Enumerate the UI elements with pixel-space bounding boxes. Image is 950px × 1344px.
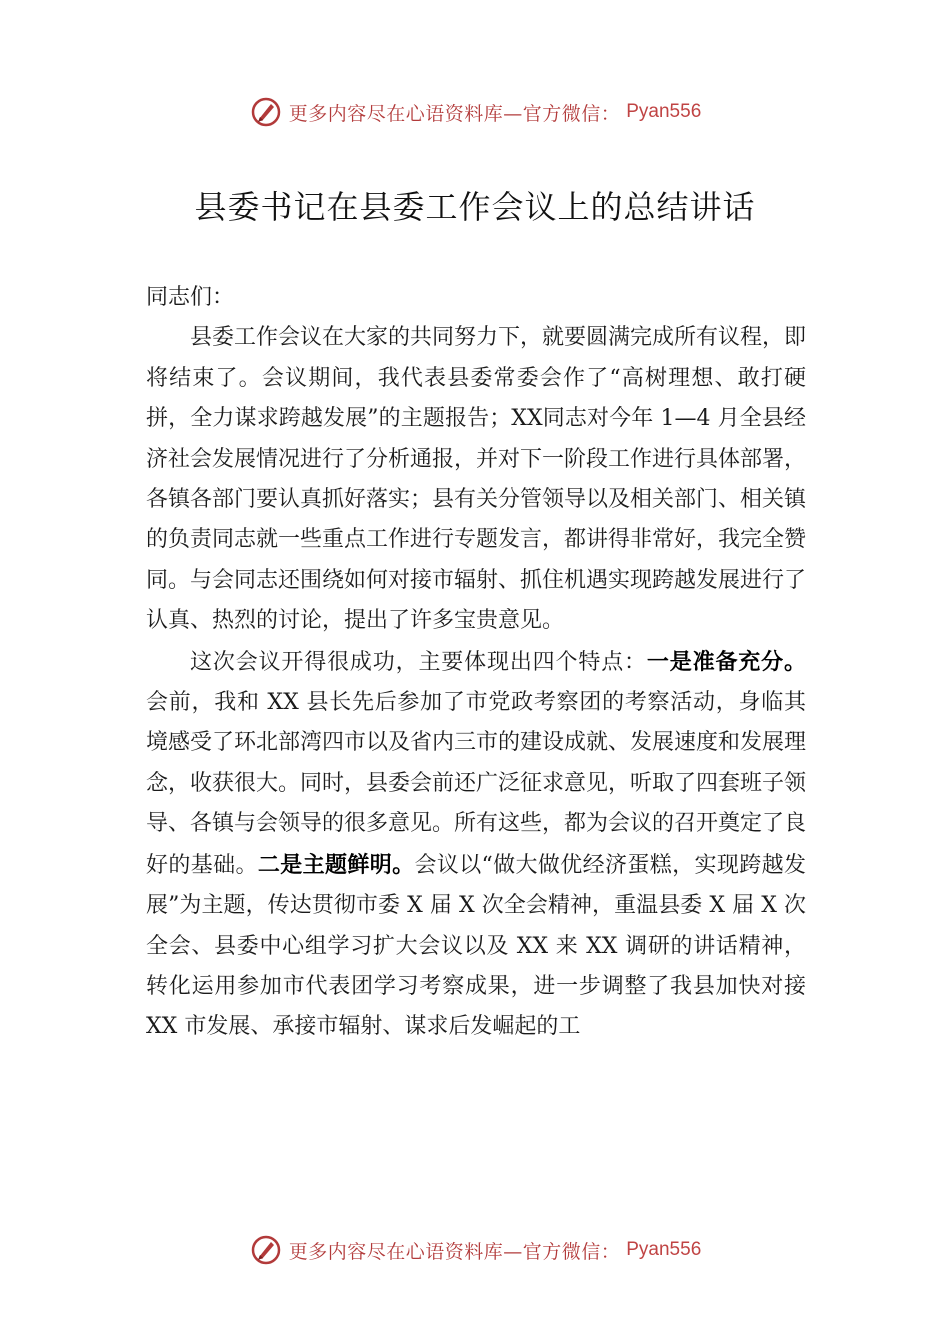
document-title: 县委书记在县委工作会议上的总结讲话 [194,188,756,226]
document-body [146,278,806,1048]
watermark-wechat-id-footer: Pyan556 [626,1239,702,1260]
watermark-text: 更多内容尽在心语资料库—官方微信： [288,102,621,125]
point-1-label: 一是准备充分。 [646,648,806,675]
watermark-header [0,95,950,129]
pen-logo-icon [249,1233,283,1267]
pen-logo-icon [249,95,283,129]
point-2-label: 二是主题鲜明。 [257,851,415,878]
watermark-wechat-id: Pyan556 [626,101,702,122]
paragraph-2 [146,642,806,1048]
watermark-footer [0,1233,950,1267]
watermark-text-footer: 更多内容尽在心语资料库—官方微信： [288,1240,621,1263]
salutation: 同志们： [146,285,235,310]
paragraph-1: 县委工作会议在大家的共同努力下，就要圆满完成所有议程，即将结束了。会议期间，我代表县委常委会作了“高树理想、敢打硬拼，全力谋求跨越发展”的主题报告；XX同志对今年 1—4 月全县经济社会发展情况进行了分析通报，并对下一阶段工作进行具体部署，各镇各部门要认真抓好落实；县有关分管领导以及相关部门、相关镇的负责同志就一些重点工作进行专题发言，都讲得非常好，我完全赞同。与会同志还围绕如何对接市辐射、抓住机遇实现跨越发展进行了认真、热烈的讨论，提出了许多宝贵意见。 [146,325,807,634]
paragraph-2-intro: 这次会议开得很成功，主要体现出四个特点： [190,649,647,675]
point-2-text: 会议以“做大做优经济蛋糕，实现跨越发展”为主题，传达贯彻市委 X 届 X 次全会精神，重温县委 X 届 X 次全会、县委中心组学习扩大会议以及 XX 来 XX 调研的讲话精神，转化运用参加市代表团学习考察成果，进一步调整了我县加快对接 XX 市发展、承接市辐射、谋求后发崛起的工 [146,852,806,1040]
point-1-text: 会前，我和 XX 县长先后参加了市党政考察团的考察活动，身临其境感受了环北部湾四市以及省内三市的建设成就、发展速度和发展理念，收获很大。同时，县委会前还广泛征求意见，听取了四套班子领导、各镇与会领导的很多意见。所有这些，都为会议的召开奠定了良好的基础。 [146,690,807,878]
